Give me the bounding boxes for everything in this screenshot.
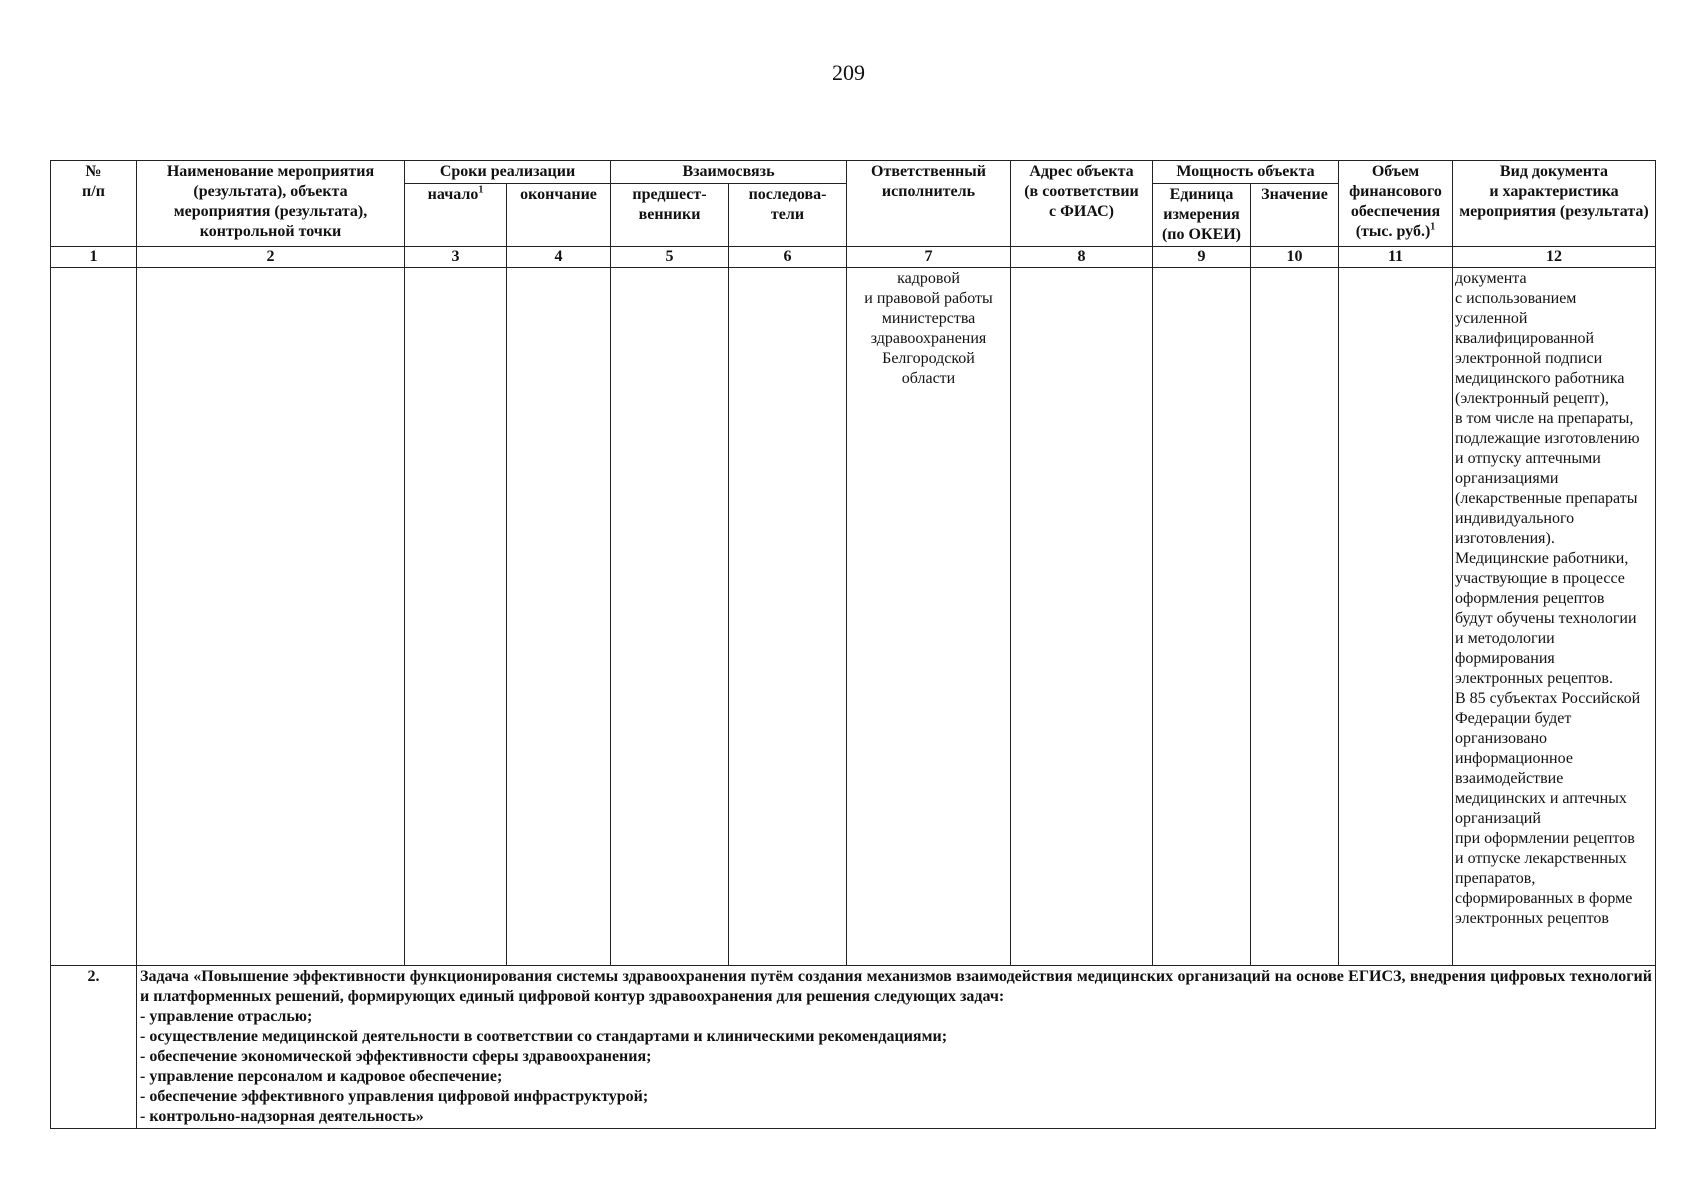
col-number: 8: [1011, 247, 1153, 268]
header-obem: Объем финансового обеспечения (тыс. руб.)$^1$: [1339, 161, 1453, 247]
cell-obem: [1339, 268, 1453, 966]
column-number-row: [51, 247, 1656, 268]
col-number: 6: [729, 247, 847, 268]
header-row: [51, 161, 1656, 184]
col-number: 12: [1453, 247, 1656, 268]
cell-num: [51, 268, 137, 966]
cell-znachenie: [1251, 268, 1339, 966]
header-adres: Адрес объекта (в соответствии с ФИАС): [1011, 161, 1153, 247]
cell-okonchanie: [507, 268, 611, 966]
task-item: - управление персоналом и кадровое обеспечение;: [140, 1068, 503, 1085]
cell-predshestvenniki: [611, 268, 729, 966]
header-znachenie: Значение: [1251, 184, 1339, 247]
header-posledovateli: последова- тели: [729, 184, 847, 247]
task-item: - управление отраслью;: [140, 1008, 313, 1025]
cell-vid-dokumenta: документа с использованием усиленной квалифицированной электронной подписи медицинского работника (электронный рецепт), в том числе на препараты, подлежащие изготовлению и отпуску аптечными организациями (лекарственные препараты индивидуального изготовления). Медицинские работники, участвующие в процессе оформления рецептов будут обучены технологии и методологии формирования электронных рецептов. В 85 субъектах Российской Федерации будет организовано информационное взаимодействие медицинских и аптечных организаций при оформлении рецептов и отпуске лекарственных препаратов, сформированных в форме электронных рецептов: [1453, 268, 1656, 966]
cell-adres: [1011, 268, 1153, 966]
task-item: - осуществление медицинской деятельности в соответствии со стандартами и клиническими рекомендациями;: [140, 1028, 948, 1045]
header-moshnost: Мощность объекта: [1153, 161, 1339, 184]
cell-nachalo: [405, 268, 507, 966]
task-item: - контрольно-надзорная деятельность»: [140, 1108, 424, 1125]
header-nachalo: начало$^1$: [405, 184, 507, 247]
header-name: Наименование мероприятия (результата), объекта мероприятия (результата), контрольной точки: [137, 161, 405, 247]
task-row: [51, 966, 1656, 1129]
task-item: - обеспечение экономической эффективности сферы здравоохранения;: [140, 1048, 652, 1065]
header-predshestvenniki: предшест- венники: [611, 184, 729, 247]
activities-table: [50, 160, 1656, 1129]
task-item: - обеспечение эффективного управления цифровой инфраструктурой;: [140, 1088, 649, 1105]
cell-otvetstvennyi: кадровой и правовой работы министерства здравоохранения Белгородской области: [847, 268, 1011, 966]
cell-name: [137, 268, 405, 966]
page-number: 209: [832, 60, 865, 85]
header-vid-dokumenta: Вид документа и характеристика мероприятия (результата): [1453, 161, 1656, 247]
table-row: [51, 268, 1656, 966]
col-number: 5: [611, 247, 729, 268]
header-vzaimosvyaz: Взаимосвязь: [611, 161, 847, 184]
header-num: № п/п: [51, 161, 137, 247]
col-number: 1: [51, 247, 137, 268]
col-number: 7: [847, 247, 1011, 268]
header-sroki: Сроки реализации: [405, 161, 611, 184]
cell-edinica: [1153, 268, 1251, 966]
col-number: 2: [137, 247, 405, 268]
col-number: 3: [405, 247, 507, 268]
col-number: 10: [1251, 247, 1339, 268]
header-otvetstvennyi: Ответственный исполнитель: [847, 161, 1011, 247]
header-edinica: Единица измерения (по ОКЕИ): [1153, 184, 1251, 247]
task-number: 2.: [51, 966, 137, 1129]
col-number: 11: [1339, 247, 1453, 268]
cell-posledovateli: [729, 268, 847, 966]
header-okonchanie: окончание: [507, 184, 611, 247]
col-number: 9: [1153, 247, 1251, 268]
col-number: 4: [507, 247, 611, 268]
task-text: [137, 966, 1656, 1129]
task-title: Задача «Повышение эффективности функционирования системы здравоохранения путём создания механизмов взаимодействия медицинских организаций на основе ЕГИСЗ, внедрения цифровых технологий и платформенных решений, формирующих единый цифровой контур здравоохранения для решения следующих задач:: [140, 968, 1652, 1005]
